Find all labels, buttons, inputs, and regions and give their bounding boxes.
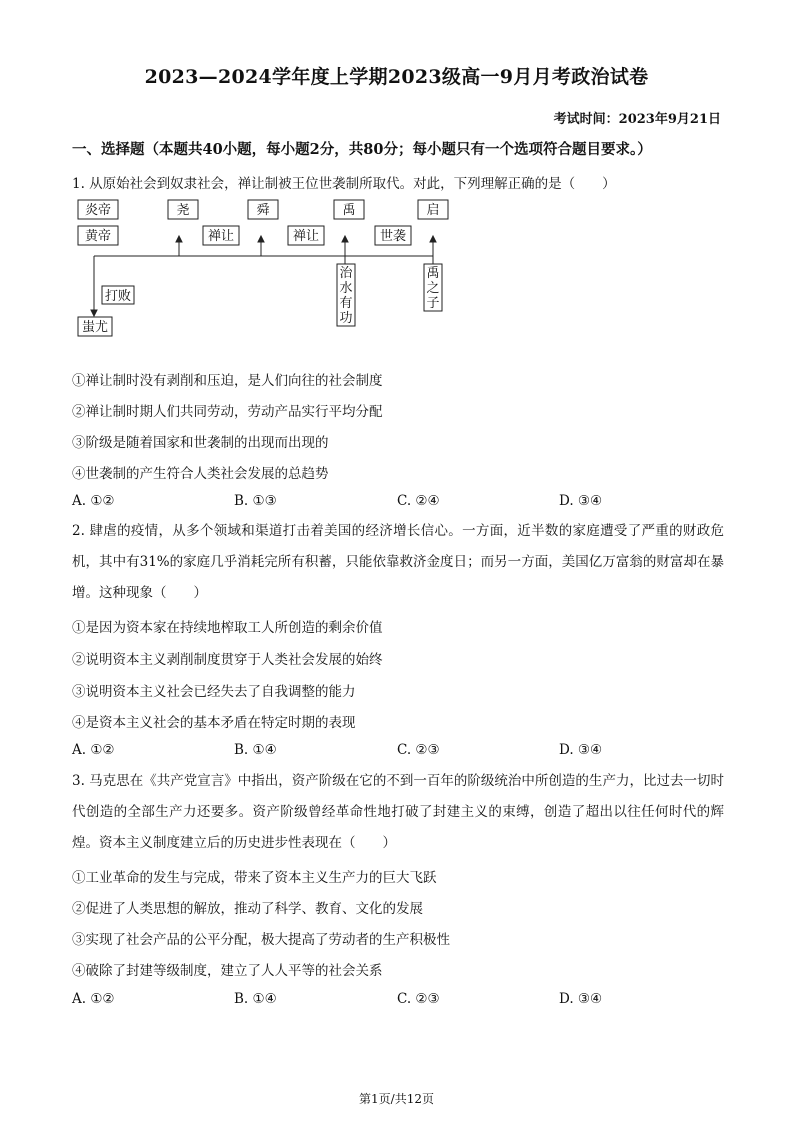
box-reason-yu: [337, 264, 355, 326]
label-shun: 舜: [256, 203, 270, 218]
q3-option-a[interactable]: A. ①②: [72, 991, 115, 1007]
box-shixi: [375, 226, 411, 245]
q2-item-4: ④是资本主义社会的基本矛盾在特定时期的表现: [72, 715, 356, 731]
label-defeat: 打败: [104, 289, 132, 304]
q2-option-a[interactable]: A. ①②: [72, 742, 115, 758]
q3-item-3: ③实现了社会产品的公平分配，极大提高了劳动者的生产积极性: [72, 932, 450, 948]
q1-item-1: ①禅让制时没有剥削和压迫，是人们向往的社会制度: [72, 373, 383, 389]
q2-option-c[interactable]: C. ②③: [397, 742, 440, 758]
label-yandi: 炎帝: [84, 203, 112, 218]
q3-stem: 3. 马克思在《共产党宣言》中指出，资产阶级在它的不到一百年的阶级统治中所创造的生产力，比过去一切时代创造的全部生产力还要多。资产阶级曾经革命性地打破了封建主义的束缚，创造了超出以往任何时代的辉煌。资本主义制度建立后的历史进步性表现在（ ）: [72, 773, 724, 851]
q1-stem: 1. 从原始社会到奴隶社会，禅让制被王位世袭制所取代。对此，下列理解正确的是（ ）: [72, 176, 616, 192]
reason-qi-char-1: 禹: [426, 266, 440, 281]
q3-option-b[interactable]: B. ①④: [234, 991, 277, 1007]
label-shanrang-1: 禅让: [207, 229, 235, 244]
box-yao: [168, 200, 198, 219]
q1-option-c[interactable]: C. ②④: [397, 493, 440, 509]
label-yu: 禹: [342, 203, 356, 218]
q1-item-4: ④世袭制的产生符合人类社会发展的总趋势: [72, 466, 329, 482]
q3-item-1: ①工业革命的发生与完成，带来了资本主义生产力的巨大飞跃: [72, 870, 437, 886]
label-shixi: 世袭: [379, 229, 407, 244]
reason-yu-char-3: 有: [339, 296, 353, 311]
q3-option-d[interactable]: D. ③④: [559, 991, 603, 1007]
timeline-arrows: [91, 236, 436, 316]
q1-item-2: ②禅让制时期人们共同劳动，劳动产品实行平均分配: [72, 404, 383, 420]
q2-item-3: ③说明资本主义社会已经失去了自我调整的能力: [72, 684, 356, 700]
box-shanrang-1: [203, 226, 239, 245]
q3-item-4: ④破除了封建等级制度，建立了人人平等的社会关系: [72, 963, 383, 979]
reason-qi-char-3: 子: [426, 296, 440, 311]
label-qi: 启: [426, 203, 440, 218]
q1-option-b[interactable]: B. ①③: [234, 493, 277, 509]
reason-qi-char-2: 之: [426, 281, 440, 296]
box-chiyou: [78, 317, 112, 336]
q1-item-3: ③阶级是随着国家和世袭制的出现而出现的: [72, 435, 329, 451]
box-shun: [248, 200, 278, 219]
box-defeat: [102, 286, 134, 304]
exam-time: 考试时间：2023年9月21日: [553, 112, 721, 127]
box-yu: [334, 200, 364, 219]
q1-option-a[interactable]: A. ①②: [72, 493, 115, 509]
succession-diagram: [72, 196, 492, 346]
q2-option-d[interactable]: D. ③④: [559, 742, 603, 758]
label-chiyou: 蚩尤: [81, 320, 109, 335]
page-footer: 第1页/共12页: [359, 1092, 434, 1106]
q2-stem: 2. 肆虐的疫情，从多个领域和渠道打击着美国的经济增长信心。一方面，近半数的家庭遭受了严重的财政危机，其中有31%的家庭几乎消耗完所有积蓄，只能依靠救济金度日；而另一方面，美国亿万富翁的财富却在暴增。这种现象（ ）: [72, 523, 724, 601]
q1-option-d[interactable]: D. ③④: [559, 493, 603, 509]
reason-yu-char-1: 治: [339, 266, 353, 281]
q3-item-2: ②促进了人类思想的解放，推动了科学、教育、文化的发展: [72, 901, 423, 917]
q2-item-2: ②说明资本主义剥削制度贯穿于人类社会发展的始终: [72, 652, 383, 668]
q3-option-c[interactable]: C. ②③: [397, 991, 440, 1007]
q2-item-1: ①是因为资本家在持续地榨取工人所创造的剩余价值: [72, 620, 383, 636]
box-huangdi: [78, 226, 118, 245]
label-yao: 尧: [176, 203, 190, 218]
box-yandi: [78, 200, 118, 219]
reason-yu-char-2: 水: [339, 281, 353, 296]
box-shanrang-2: [288, 226, 324, 245]
label-shanrang-2: 禅让: [292, 229, 320, 244]
label-huangdi: 黄帝: [84, 229, 112, 244]
q2-option-b[interactable]: B. ①④: [234, 742, 277, 758]
page-title: 2023—2024学年度上学期2023级高一9月月考政治试卷: [144, 66, 649, 88]
section-heading: 一、选择题（本题共40小题，每小题2分，共80分；每小题只有一个选项符合题目要求。）: [72, 141, 652, 158]
reason-yu-char-4: 功: [339, 311, 353, 326]
box-reason-qi: [424, 264, 442, 311]
box-qi: [418, 200, 448, 219]
